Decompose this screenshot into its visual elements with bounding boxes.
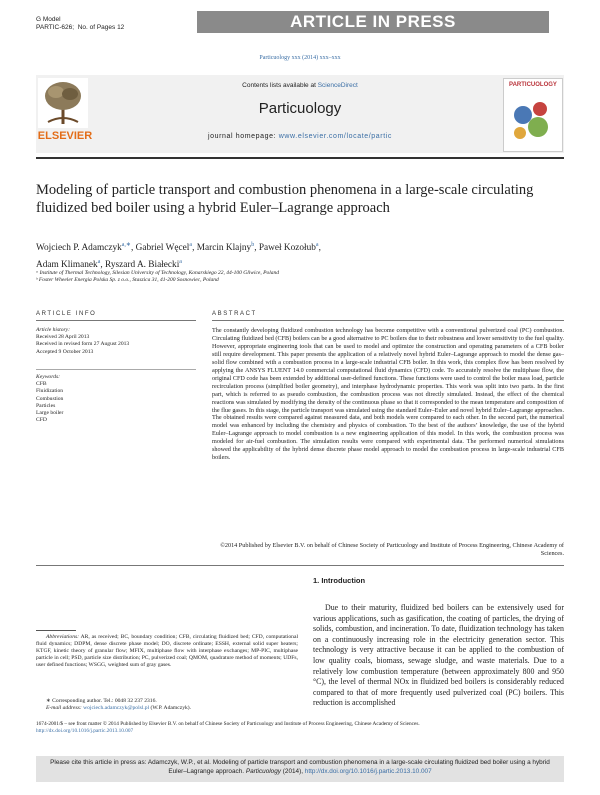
- keyword: Combustion: [36, 395, 64, 402]
- author-mark[interactable]: a: [97, 259, 101, 266]
- keyword: Large boiler: [36, 410, 64, 417]
- abstract-heading: ABSTRACT: [212, 311, 257, 317]
- keyword: CFD: [36, 417, 47, 424]
- citation-year: (2014),: [280, 768, 305, 775]
- affiliations: [36, 270, 564, 285]
- running-header: [36, 16, 124, 32]
- journal-citation-line[interactable]: Particuology xxx (2014) xxx–xxx: [259, 55, 341, 61]
- journal-name: Particuology: [258, 100, 342, 117]
- abstract-text: The constantly developing fluidized combustion technology has become competitive with a conventional pulverized coal (PC) combustion. Circulating fluidized bed (CFB) boilers can be a good alternative to PC boilers due to their robustness and lower sensitivity to the fuel quality. However, appropriate engineering tools that can be used to model and optimize the construction and operating parameters of a CFB boiler still require development. This paper presents the application of a relatively novel hybrid Euler–Lagrange approach to model the dense gas–solid flow combined with a combustion process in a large-scale industrial CFB boiler. In this work, this complex flow has been resolved by applying the ANSYS FLUENT 14.0 commercial computational fluid dynamics (CFD) code. To accurately resolve the multiphase flow, the original CFD code has been extended by additional user-defined functions. These functions were used to control the boiler mass load, particle recirculation process (simplified boiler geometry), and interphase hydrodynamic properties. This work was split into two parts. In the first part, which is referred to as pseudo combustion, the combustion process was not directly simulated. Instead, the effect of the chemical reactions was simulated by modifying the density of the continuous phase so that it corresponded to the mean temperature and composition of the flue gases. In this stage, the particle transport was simulated using the standard Euler–Euler and novel hybrid Euler–Lagrange approaches. The obtained results were compared against measured data, and both models were compared to each other. In the second part, the numerical model was enhanced by including the chemistry and physics of combustion. To the best of the authors’ knowledge, the use of the hybrid Euler–Lagrange approach to model combustion is a new engineering application of this model. In this work, the combustion process was modeled for air-fuel combustion. The simulation results were compared with experimental data. The performed numerical simulations showed the applicability of the hybrid dense discrete phase model approach to model the combustion process in large-scale industrial CFB boilers.: [212, 327, 564, 462]
- introduction-text: [313, 603, 564, 709]
- keyword: CFB: [36, 381, 47, 388]
- citation-journal: Particuology: [245, 768, 281, 775]
- revised-date: Received in revised form 27 August 2013: [36, 341, 130, 348]
- author-name[interactable]: Wojciech P. Adamczyk: [36, 243, 122, 254]
- article-info-rule: [36, 320, 196, 321]
- section-heading-introduction: 1. Introduction: [313, 576, 366, 585]
- abbreviations-text: AR, as received; BC, boundary condition; CFB, circulating fluidized bed; CFD, computational fluid dynamics; DDPM, dense discrete phase model; DO, discrete ordinate; ESSH, external solid super heaters; KTGF, kinetic theory of granular flow; MFIX, multiphase flow with interphase exchanges; MP-PIC, multiphase particle in cell; PSD, particle size distribution; PC, pulverized coal; QMOM, quadrature method of moments; UDFs, user defined functions; WSGG, weighted sum of gray gases.: [36, 634, 298, 669]
- homepage-link[interactable]: www.elsevier.com/locate/partic: [278, 133, 393, 140]
- corresponding-author: ∗ Corresponding author. Tel.: 0048 32 237 2316.: [46, 698, 157, 704]
- page-count: No. of Pages 12: [77, 24, 125, 31]
- article-history: [36, 327, 196, 356]
- author-mark[interactable]: a: [179, 259, 182, 266]
- author-name: Marcin Klajny: [196, 243, 252, 254]
- copyright-notice: ©2014 Published by Elsevier B.V. on behalf of Chinese Society of Particuology and Institute of Process Engineering, Chinese Academy of Sciences.: [220, 542, 564, 557]
- email-suffix: (W.P. Adamczyk).: [150, 705, 192, 712]
- author-list: Wojciech P. Adamczyk$^{a,∗}$, Gabriel Węcel$^a$, Marcin Klajny$^b$, Paweł Kozołub$^a$, Adam Klimanek$^a$, Ryszard A. Białecki$^a$: [36, 242, 321, 271]
- introduction-paragraph: Due to their maturity, fluidized bed boilers can be extensively used for various applications, such as gasification, the coating of particles, the drying of solids, combustion, and incineration. To date, fluidization technology has taken on a continuously increasing role in the electricity generation sector. This technology is very attractive because it can be applied to the combustion of low quality coals, biomass, sewage sludge, and waste materials. Due to a relatively low combustion temperature (between approximately 800 and 950 °C), the level of thermal NOx in fluidized bed boilers is considerably reduced compared to that of more frequently used pulverized coal (PC) boilers. This reduction is accomplished: [313, 603, 564, 708]
- citation-box: [36, 756, 564, 782]
- affiliation-b: ᵇ Foster Wheeler Energia Polska Sp. z o.o., Staszica 31, 41-200 Sosnowiec, Poland: [36, 277, 219, 284]
- publisher-name: ELSEVIER: [37, 130, 93, 142]
- article-info-heading: ARTICLE INFO: [36, 311, 97, 317]
- author-mark[interactable]: a,∗: [121, 242, 131, 248]
- corresponding-author-footnote: [36, 698, 298, 712]
- keywords-label: Keywords:: [36, 374, 61, 380]
- history-divider: [36, 369, 196, 370]
- citation-doi-link[interactable]: http://dx.doi.org/10.1016/j.partic.2013.10.007: [304, 768, 432, 775]
- model-label: G Model: [36, 16, 61, 23]
- issn-footer: [36, 721, 564, 735]
- citation-prefix: Please cite this article in press as: Adamczyk, W.P., et al. Modeling of particle transport and combustion phenomena in a large-scale circulating fluidized bed boiler using a hybrid Euler–Lagrange approach.: [50, 759, 550, 775]
- masthead-divider: [36, 157, 564, 159]
- abstract-rule: [212, 320, 564, 321]
- homepage-prefix: journal homepage:: [207, 133, 277, 140]
- doi-link[interactable]: http://dx.doi.org/10.1016/j.partic.2013.10.007: [36, 728, 134, 734]
- cover-title: PARTICUOLOGY: [509, 82, 557, 88]
- history-label: Article history:: [36, 327, 71, 333]
- article-in-press-banner: ARTICLE IN PRESS: [197, 11, 549, 33]
- author-mark[interactable]: a: [315, 242, 319, 248]
- author-name: Gabriel Węcel: [135, 243, 190, 254]
- journal-code: PARTIC-626;: [36, 24, 75, 31]
- email-link[interactable]: wojciech.adamczyk@polsl.pl: [83, 705, 150, 712]
- abbreviations-label: Abbreviations:: [46, 634, 80, 640]
- author-mark[interactable]: b: [251, 242, 255, 248]
- keyword: Particles: [36, 402, 56, 409]
- email-label: E-mail address:: [46, 705, 82, 712]
- keywords-block: [36, 374, 196, 424]
- received-date: Received 28 April 2013: [36, 334, 90, 341]
- abstract-bottom-rule: [36, 565, 564, 566]
- issn-text: 1674-2001/$ – see front matter © 2014 Published by Elsevier B.V. on behalf of Chinese Society of Particuology and Institute of Process Engineering, Chinese Academy of Sciences.: [36, 721, 420, 727]
- author-name: Paweł Kozołub: [258, 243, 316, 254]
- keyword: Fluidization: [36, 388, 64, 395]
- article-title: Modeling of particle transport and combustion phenomena in a large-scale circulating fluidized bed boiler using a hybrid Euler–Lagrange approach: [36, 182, 534, 216]
- journal-cover-thumbnail: [503, 78, 563, 152]
- author-name: Ryszard A. Białecki: [105, 260, 180, 271]
- cover-art-icon: [508, 95, 558, 145]
- footnote-rule: [36, 630, 76, 631]
- accepted-date: Accepted 9 October 2013: [36, 348, 94, 355]
- sciencedirect-link[interactable]: ScienceDirect: [317, 82, 358, 89]
- abbreviations-footnote: [36, 634, 298, 669]
- author-name: Adam Klimanek: [36, 260, 98, 271]
- affiliation-a: ᵃ Institute of Thermal Technology, Silesian University of Technology, Konarskiego 22, 44-100 Gliwice, Poland: [36, 270, 280, 276]
- contents-prefix: Contents lists available at: [242, 82, 316, 89]
- author-mark[interactable]: a: [189, 242, 193, 248]
